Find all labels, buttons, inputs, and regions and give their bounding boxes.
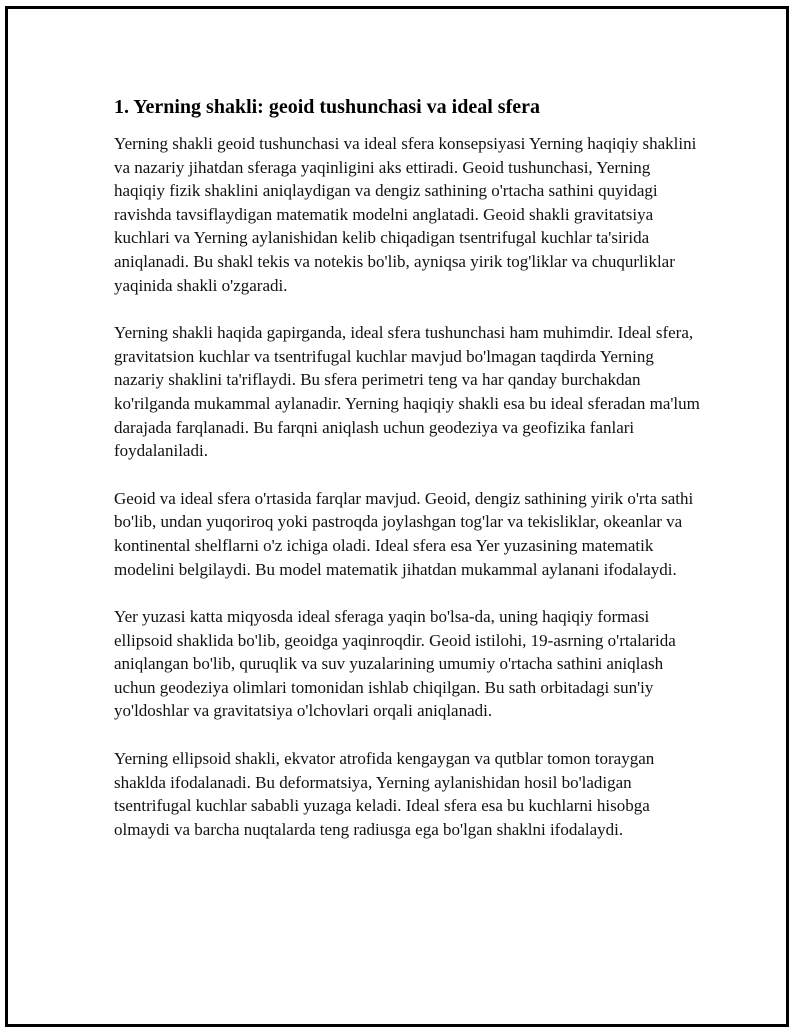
section-heading: 1. Yerning shakli: geoid tushunchasi va ideal sfera [114,96,540,118]
paragraph-3: Geoid va ideal sfera o'rtasida farqlar mavjud. Geoid, dengiz sathining yirik o'rta sathi bo'lib, undan yuqoriroq yoki pastroqda joylashgan tog'lar va tekisliklar, okeanlar va kontinental shelflarni o'z ichiga oladi. Ideal sfera esa Yer yuzasining matematik modelini belgilaydi. Bu model matematik jihatdan mukammal aylanani ifodalaydi. [114,488,694,579]
paragraph-4: Yer yuzasi katta miqyosda ideal sferaga yaqin bo'lsa-da, uning haqiqiy formasi ellipsoid shaklida bo'lib, geoidga yaqinroqdir. Geoid istilohi, 19-asrning o'rtalarida aniqlangan bo'lib, quruqlik va suv yuzalarining umumiy o'rtacha sathini aniqlash uchun geodeziya olimlari tomonidan ishlab chiqilgan. Bu sath orbitadagi sun'iy yo'ldoshlar va gravitatsiya o'lchovlari orqali aniqlanadi. [114,607,676,721]
document-body [114,94,704,865]
paragraph-5: Yerning ellipsoid shakli, ekvator atrofida kengaygan va qutblar tomon toraygan shaklda ifodalanadi. Bu deformatsiya, Yerning aylanishidan hosil bo'ladigan tsentrifugal kuchlar sababli yuzaga keladi. Ideal sfera esa bu kuchlarni hisobga olmaydi va barcha nuqtalarda teng radiusga ega bo'lgan shaklni ifodalaydi. [114,749,655,839]
paragraph-1: Yerning shakli geoid tushunchasi va ideal sfera konsepsiyasi Yerning haqiqiy shaklini va nazariy jihatdan sferaga yaqinligini aks ettiradi. Geoid tushunchasi, Yerning haqiqiy fizik shaklini aniqlaydigan va dengiz sathining o'rtacha sathini quyidagi ravishda tavsiflaydigan matematik modelni anglatadi. Geoid shakli gravitatsiya kuchlari va Yerning aylanishidan kelib chiqadigan tsentrifugal kuchlar ta'sirida aniqlanadi. Bu shakl tekis va notekis bo'lib, ayniqsa yirik tog'liklar va chuqurliklar yaqinida shakli o'zgaradi. [114,134,697,295]
paragraph-2: Yerning shakli haqida gapirganda, ideal sfera tushunchasi ham muhimdir. Ideal sfera, gravitatsion kuchlar va tsentrifugal kuchlar mavjud bo'lmagan taqdirda Yerning nazariy shaklini ta'riflaydi. Bu sfera perimetri teng va har qanday burchakdan ko'rilganda mukammal aylanadir. Yerning haqiqiy shakli esa bu ideal sferadan ma'lum darajada farqlanadi. Bu farqni aniqlash uchun geodeziya va geofizika fanlari foydalaniladi. [114,323,700,461]
